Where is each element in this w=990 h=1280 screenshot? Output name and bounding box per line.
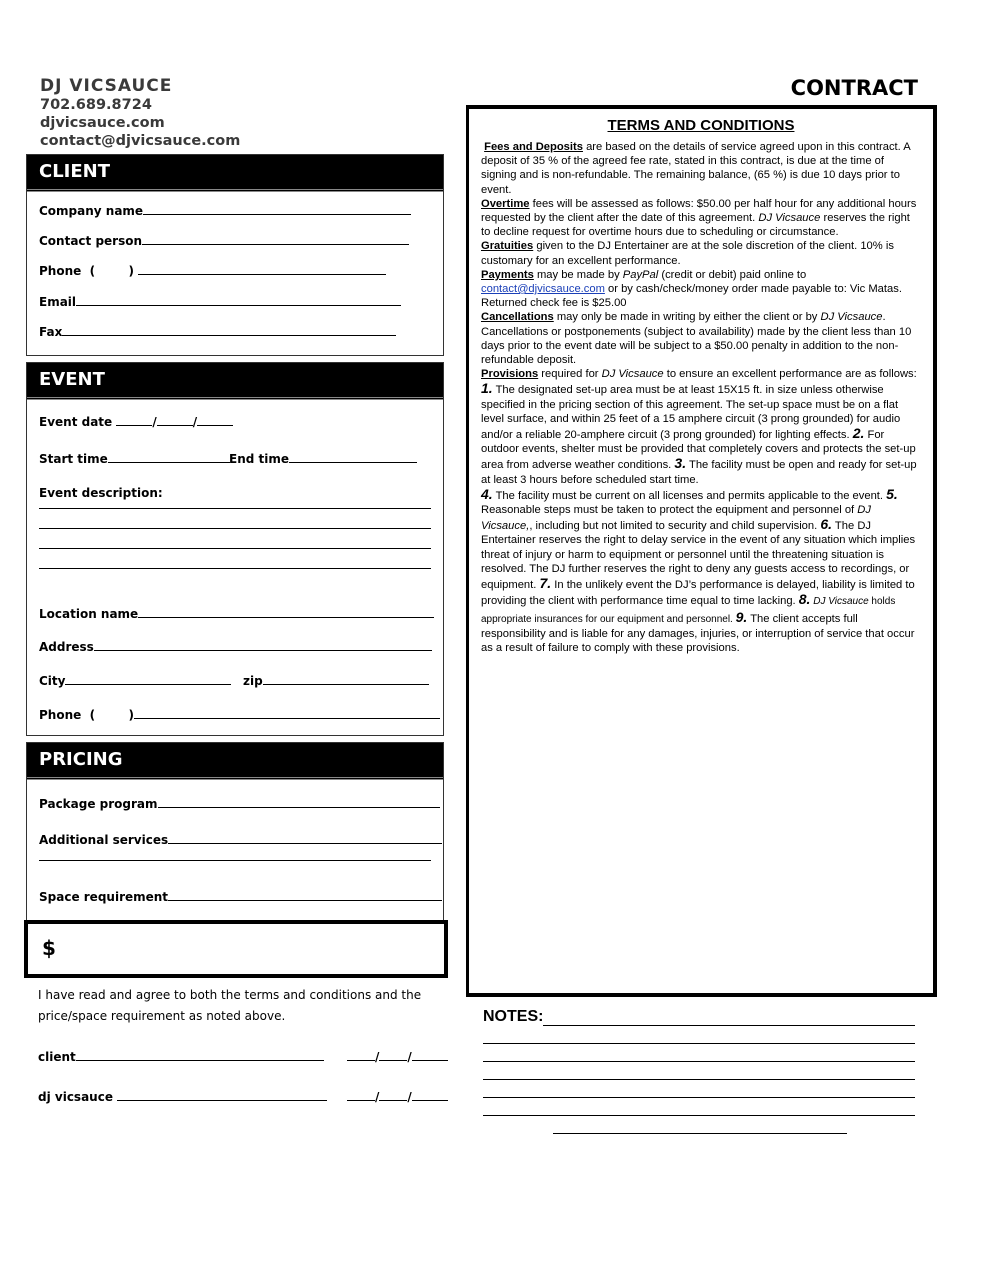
additional-services-line[interactable] [39, 859, 431, 861]
notes-line[interactable] [483, 1062, 915, 1080]
payments-paragraph: Payments may be made by PayPal (credit or debit) paid online to contact@djvicsauce.com or by cash/check/money order made payable to: Vic Matas. Returned check fee is $25.00 [481, 268, 902, 310]
cancellations-paragraph: Cancellations may only be made in writing by either the client or by DJ Vicsauce. Cancellations or postponements (subject to availability) made by the client less than 10 days prior to the event date will be subject to a $50.00 penalty in addition to the non-refundable deposit. [481, 311, 912, 367]
terms-body [481, 140, 921, 655]
client-fax-field[interactable]: Fax [39, 323, 396, 339]
additional-services-field[interactable]: Additional services [39, 831, 442, 847]
gratuities-paragraph: Gratuities given to the DJ Entertainer are at the sole discretion of the client. 10% is customary for an excellent performance. [481, 240, 894, 267]
client-signature-field[interactable]: client [38, 1048, 324, 1064]
notes-section [483, 1008, 915, 1134]
terms-panel [466, 105, 937, 997]
event-heading: EVENT [27, 363, 443, 400]
start-time-field[interactable]: Start time [39, 450, 230, 466]
contract-title: CONTRACT [790, 76, 918, 100]
pricing-heading: PRICING [27, 743, 443, 780]
provisions-list-cont: 4. The facility must be current on all licenses and permits applicable to the event. 5. Reasonable steps must be taken to protect the equipment and personnel of DJ Vicsauce,, including but not limited to security and child supervision. 6. The DJ Entertainer reserves the right to delay service in the event of any situation which implies threat of injury or harm to equipment or personnel until the threatening situation is resolved. The DJ further reserves the right to deny any guests access to recordings, or equipment. 7. In the unlikely event the DJ’s performance is delayed, liability is limited to providing the client with performance time equal to time lacking. 8. DJ Vicsauce holds appropriate insurances for our equipment and personnel. 9. The client accepts full responsibility and is liable for any damages, injuries, or interruption of service that occur as a result of failure to comply with these provisions. [481, 485, 916, 654]
event-panel [26, 362, 444, 736]
event-description-label: Event description: [39, 486, 163, 500]
brand-phone: 702.689.8724 [40, 97, 152, 113]
notes-line[interactable] [483, 1044, 915, 1062]
provisions-list: 1. The designated set-up area must be at least 15X15 ft. in size unless otherwise specified in the pricing section of this agreement. The set-up space must be on a flat level surface, and within 25 feet of a 15 amphere circuit (3 prong grounded) for audio and/or a reliable 20-amphere circuit (3 prong grounded) for lighting effects. 2. For outdoor events, shelter must be provided that completely covers and protects the set-up area from adverse weather conditions. 3. The facility must be open and ready for set-up at least 3 hours before scheduled start time. [481, 380, 917, 486]
price-total-box[interactable] [24, 920, 448, 978]
company-name-field[interactable]: Company name [39, 202, 411, 218]
brand-name: DJ VICSAUCE [40, 76, 173, 96]
location-name-field[interactable]: Location name [39, 605, 434, 621]
fees-paragraph: Fees and Deposits are based on the details of service agreed upon in this contract. A deposit of 35 % of the agreed fee rate, stated in this contract, is due at the time of signing and is non-refundable. The remaining balance, (65 %) is due 10 days prior to event. [481, 141, 911, 196]
notes-title: NOTES: [483, 1008, 544, 1025]
notes-line[interactable] [553, 1116, 847, 1134]
space-requirement-field[interactable]: Space requirement [39, 888, 442, 904]
currency-symbol: $ [42, 936, 56, 960]
dj-signature-field[interactable]: dj vicsauce [38, 1088, 327, 1104]
description-line[interactable] [39, 507, 431, 509]
terms-title: TERMS AND CONDITIONS [607, 117, 795, 134]
contact-person-field[interactable]: Contact person [39, 232, 409, 248]
notes-line[interactable] [483, 1026, 915, 1044]
dj-signature-date[interactable]: / / [347, 1088, 448, 1104]
email-link[interactable]: contact@djvicsauce.com [481, 283, 605, 296]
description-line[interactable] [39, 547, 431, 549]
end-time-field[interactable]: End time [229, 450, 417, 466]
notes-line[interactable] [483, 1080, 915, 1098]
brand-website: djvicsauce.com [40, 115, 165, 131]
provisions-paragraph: Provisions required for DJ Vicsauce to ensure an excellent performance are as follows: [481, 368, 917, 381]
brand-email: contact@djvicsauce.com [40, 133, 241, 149]
client-panel [26, 154, 444, 356]
notes-line[interactable] [543, 1009, 915, 1026]
client-email-field[interactable]: Email [39, 293, 401, 309]
notes-line[interactable] [483, 1098, 915, 1116]
overtime-paragraph: Overtime fees will be assessed as follows: $50.00 per half hour for any additional hours requested by the client after the date of this agreement. DJ Vicsauce reserves the right to decline request for overtime hours due to scheduling or circumstance. [481, 197, 917, 239]
package-program-field[interactable]: Package program [39, 795, 440, 811]
city-field[interactable]: City [39, 672, 231, 688]
zip-field[interactable]: zip [243, 672, 429, 688]
event-date-field[interactable]: Event date / / [39, 413, 233, 429]
client-phone-field[interactable]: Phone ( ) [39, 262, 386, 278]
client-heading: CLIENT [27, 155, 443, 192]
client-signature-date[interactable]: / / [347, 1048, 448, 1064]
pricing-panel [26, 742, 444, 922]
agreement-text: I have read and agree to both the terms and conditions and the price/space requirement as noted above. [38, 988, 422, 1023]
brand-block [40, 76, 340, 150]
description-line[interactable] [39, 527, 431, 529]
address-field[interactable]: Address [39, 638, 432, 654]
event-phone-field[interactable]: Phone ( ) [39, 706, 440, 722]
description-line[interactable] [39, 567, 431, 569]
